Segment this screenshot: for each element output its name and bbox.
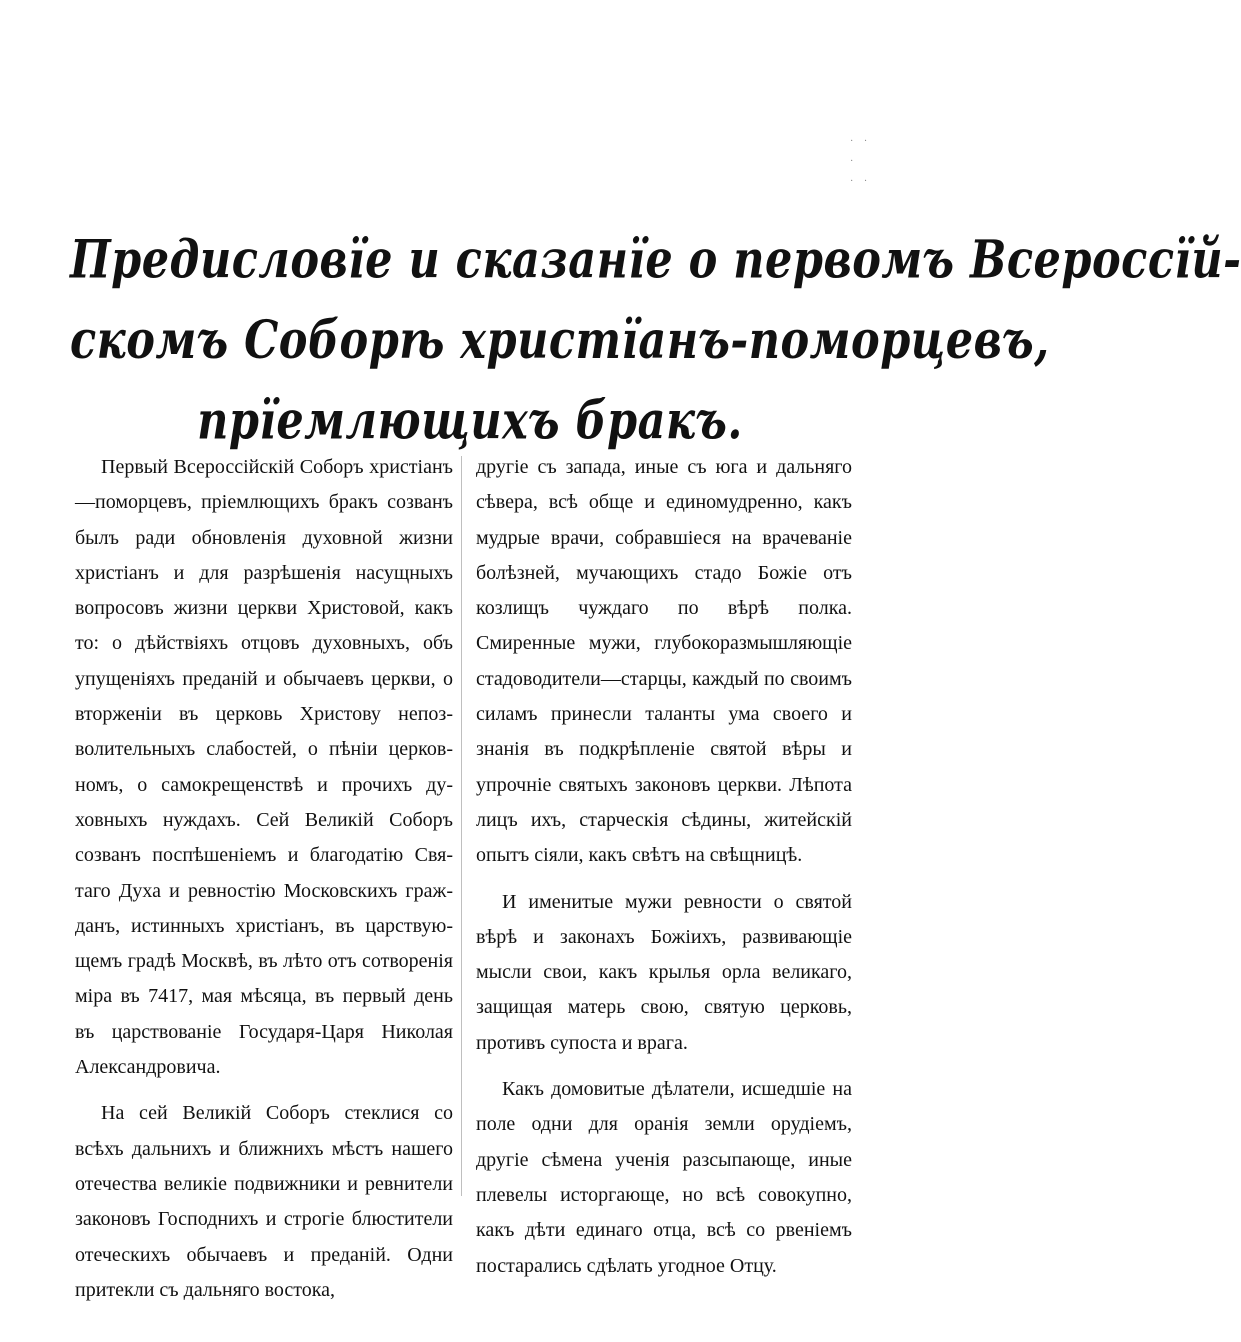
left-paragraph-1: Первый Всероссійскій Соборъ христіанъ —поморцевъ, пріемлющихъ бракъ созванъ былъ ради обновленія духовной жизни христіанъ и для разрѣшенія насущныхъ вопросовъ жизни церкви Христовой, какъ то: о дѣйствіяхъ отцовъ духовныхъ, объ упущеніяхъ преданій и обычаевъ церкви, о вторженіи въ церковь Христову непозволительныхъ слабостей, о пѣніи церковномъ, о самокрещенствѣ и прочихъ духовныхъ нуждахъ. Сей Великій Соборъ созванъ поспѣшеніемъ и благодатію Святаго Духа и ревностію Московскихъ гражданъ, истинныхъ христіанъ, въ царствующемъ градѣ Москвѣ, въ лѣто отъ сотворенія міра въ 7417, мая мѣсяца, въ первый день въ царствованіе Государя-Царя Николая Александровича. <box>75 456 453 1079</box>
left-column <box>75 450 453 1319</box>
title-line-3: прїемлющихъ бракъ. <box>197 390 743 452</box>
right-paragraph-2: И именитые мужи ревности о святой вѣрѣ и законахъ Божіихъ, развивающіе мысли свои, какъ крылья орла великаго, защищая матерь свою, святую церковь, противъ супоста и врага. <box>476 890 852 1054</box>
right-paragraph-3: Какъ домовитые дѣлатели, исшедшіе на поле одни для оранія земли орудіемъ, другіе сѣмена ученія разсыпающе, иные плевелы исторгающе, но всѣ совокупно, какъ дѣти единаго отца, всѣ со рвеніемъ постарались сдѣлать угодное Отцу. <box>476 1078 852 1277</box>
title-line-2: скомъ Соборѣ христїанъ-поморцевъ, <box>70 310 1050 372</box>
page-title <box>70 220 1241 462</box>
right-paragraph-1: другіе съ запада, иные съ юга и дальняго сѣвера, всѣ обще и единомудренно, какъ мудрые врачи, собравшіеся на врачеваніе болѣзней, мучающихъ стадо Божіе отъ козлищъ чуждаго по вѣрѣ полка. Смиренные мужи, глубокоразмышляющіе стадоводители—старцы, каждый по своимъ силамъ принесли таланты ума своего и знанія въ подкрѣпленіе святой вѣры и упрочніе святыхъ законовъ церкви. Лѣпота лицъ ихъ, старческія сѣдины, житейскій опытъ сіяли, какъ свѣтъ на свѣщницѣ. <box>476 456 852 867</box>
column-divider <box>461 456 462 1196</box>
left-paragraph-2: На сей Великій Соборъ стеклися со всѣхъ дальнихъ и ближнихъ мѣстъ нашего отечества великіе подвижники и ревнители законовъ Господнихъ и строгіе блюстители отеческихъ обычаевъ и преданій. Одни притекли съ дальняго востока, <box>75 1102 453 1301</box>
print-specks: · · · · · <box>850 136 872 187</box>
right-column <box>476 450 852 1295</box>
title-line-1: Предисловїе и сказанїе о первомъ Всероссїй- <box>70 229 1241 291</box>
